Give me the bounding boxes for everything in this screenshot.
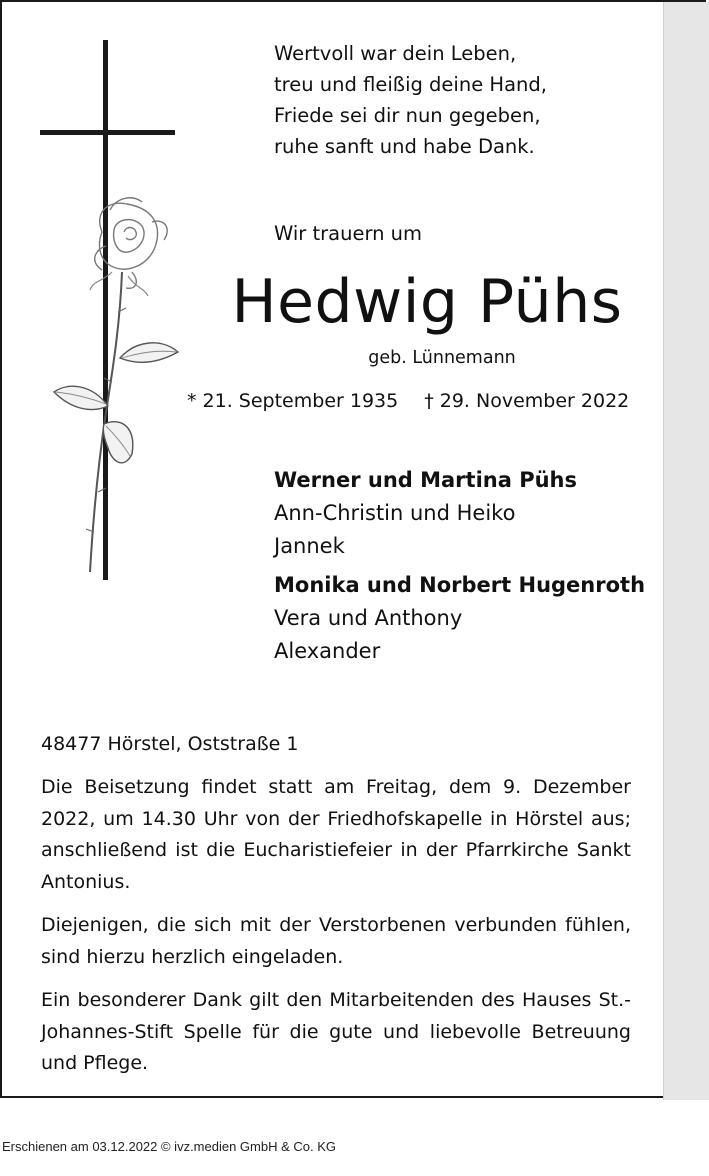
deceased-name: Hedwig Pühs	[231, 267, 623, 337]
maiden-name: geb. Lünnemann	[368, 348, 516, 368]
poem-line: treu und fleißig deine Hand,	[274, 73, 547, 96]
birth-date: * 21. September 1935	[187, 390, 399, 412]
family-member: Ann-Christin und Heiko	[274, 501, 516, 525]
poem-line: ruhe sanft und habe Dank.	[274, 135, 535, 158]
cross-with-rose-icon	[32, 32, 202, 592]
publication-footer: Erschienen am 03.12.2022 © ivz.medien GmbH & Co. KG	[2, 1139, 337, 1154]
mourning-address: 48477 Hörstel, Oststraße 1	[41, 733, 299, 755]
family-member: Vera und Anthony	[274, 606, 463, 630]
funeral-details	[41, 772, 631, 1092]
poem-line: Friede sei dir nun gegeben,	[274, 104, 541, 127]
life-dates	[187, 386, 629, 416]
side-margin-strip	[663, 2, 709, 1100]
funeral-paragraph: Die Beisetzung findet statt am Freitag, dem 9. Dezember 2022, um 14.30 Uhr von der Friedhofskapelle in Hörstel aus; anschließend ist die Eucharistiefeier in der Pfarrkirche Sankt Antonius.	[41, 776, 631, 893]
mourners-list	[274, 464, 645, 674]
family-group-head: Monika und Norbert Hugenroth	[274, 573, 646, 597]
family-group-head: Werner und Martina Pühs	[274, 468, 578, 492]
family-member: Jannek	[274, 534, 345, 558]
poem-line: Wertvoll war dein Leben,	[274, 42, 517, 65]
family-member: Alexander	[274, 639, 381, 663]
thanks-paragraph: Ein besonderer Dank gilt den Mitarbeitenden des Hauses St.-Johannes-Stift Spelle für die gute und liebevolle Betreuung und Pflege.	[41, 989, 631, 1074]
death-date: † 29. November 2022	[424, 390, 630, 412]
family-group	[274, 569, 645, 668]
poem	[274, 38, 547, 162]
invitation-paragraph: Diejenigen, die sich mit der Verstorbenen verbunden fühlen, sind hierzu herzlich eingeladen.	[41, 914, 631, 968]
family-group	[274, 464, 645, 563]
mourning-intro: Wir trauern um	[274, 222, 423, 245]
